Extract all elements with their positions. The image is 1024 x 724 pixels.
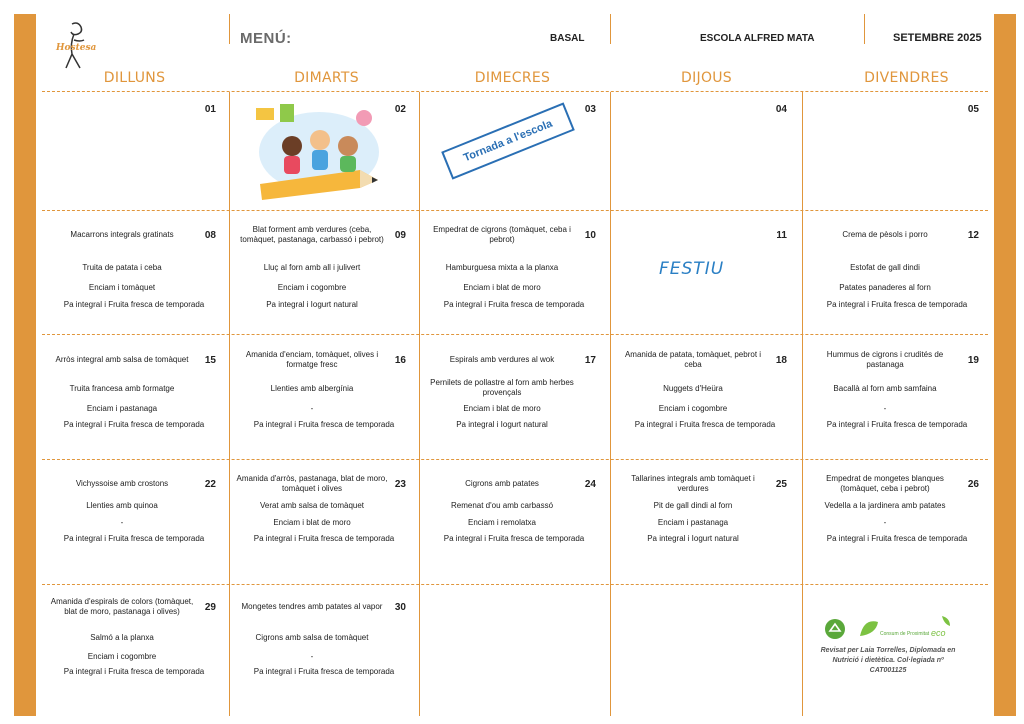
calendar-day-cell [805, 335, 989, 459]
day-number: 18 [775, 355, 787, 366]
day-number: 02 [394, 104, 406, 115]
first-course: Amanida de patata, tomàquet, pebrot i ceba [624, 350, 762, 369]
calendar-day-cell [42, 335, 226, 459]
recycling-logo [822, 618, 848, 640]
day-number: 10 [584, 230, 596, 241]
day-number: 24 [584, 479, 596, 490]
calendar-day-cell [613, 460, 797, 584]
first-course: Amanida d'enciam, tomàquet, olives i formatge fresc [245, 350, 379, 369]
first-course: Hummus de cigrons i crudités de pastanaga [826, 350, 944, 369]
dessert: Pa integral i Iogurt natural [266, 300, 358, 309]
proximity-logo [858, 616, 930, 640]
side-dish: Enciam i pastanaga [86, 404, 158, 413]
dessert: Pa integral i Fruita fresca de temporada [253, 667, 395, 676]
first-course: Espirals amb verdures al wok [449, 355, 555, 364]
holiday-label: FESTIU [659, 259, 725, 279]
second-course: Pit de gall dindi al forn [653, 501, 733, 510]
day-header-monday: DILLUNS [103, 70, 166, 86]
dessert: Pa integral i Fruita fresca de temporada [826, 420, 968, 429]
day-header-wednesday: DIMECRES [474, 70, 551, 86]
dessert: Pa integral i Fruita fresca de temporada [826, 300, 968, 309]
first-course: Empedrat de cigrons (tomàquet, ceba i pebrot) [433, 225, 571, 244]
day-number: 12 [967, 230, 979, 241]
calendar-day-cell [232, 460, 416, 584]
dessert: Pa integral i Fruita fresca de temporada [443, 300, 585, 309]
first-course: Arròs integral amb salsa de tomàquet [55, 355, 189, 364]
day-number: 05 [967, 104, 979, 115]
day-number: 08 [204, 230, 216, 241]
dessert: Pa integral i Fruita fresca de temporada [826, 534, 968, 543]
second-course: Hamburguesa mixta a la planxa [445, 263, 559, 272]
side-dish: Enciam i blat de moro [463, 404, 541, 413]
side-dish: - [883, 518, 887, 527]
second-course: Nuggets d'Heüra [663, 384, 723, 393]
calendar-day-cell [422, 92, 606, 210]
day-header-thursday: DIJOUS [681, 70, 732, 86]
first-course: Amanida d'arròs, pastanaga, blat de moro, tomàquet i olives [236, 474, 388, 493]
side-dish: Enciam i cogombre [87, 652, 157, 661]
second-course: Bacallà al forn amb samfaina [833, 384, 937, 393]
side-dish: - [310, 652, 314, 661]
dessert: Pa integral i Fruita fresca de temporada [63, 667, 205, 676]
second-course: Cigrons amb salsa de tomàquet [255, 633, 369, 642]
second-course: Truita francesa amb formatge [69, 384, 175, 393]
calendar-day-cell [232, 211, 416, 334]
dessert: Pa integral i Iogurt natural [647, 534, 739, 543]
calendar-day-cell [232, 335, 416, 459]
eco-logo-text: eco [931, 628, 946, 638]
first-course: Blat forment amb verdures (ceba, tomàquet, pastanaga, carbassó i pebrot) [240, 225, 384, 244]
day-number: 01 [204, 104, 216, 115]
diet-type: BASAL [550, 33, 585, 44]
first-course: Vichyssoise amb crostons [75, 479, 169, 488]
day-number: 19 [967, 355, 979, 366]
calendar-day-cell [422, 335, 606, 459]
nutritionist-note: Revisat per Laia Torrelles, Diplomada en Nutrició i dietètica. Col·legiada nº CAT001125 [820, 647, 956, 674]
day-number: 25 [775, 479, 787, 490]
side-dish: Enciam i cogombre [277, 283, 347, 292]
second-course: Remenat d'ou amb carbassó [450, 501, 554, 510]
eco-logo [928, 614, 954, 640]
first-course: Cigrons amb patates [465, 479, 539, 488]
day-number: 29 [204, 602, 216, 613]
second-course: Vedella a la jardinera amb patates [824, 501, 946, 510]
calendar-day-cell [613, 92, 797, 210]
header-divider [229, 14, 230, 44]
day-number: 23 [394, 479, 406, 490]
day-number: 26 [967, 479, 979, 490]
second-course: Estofat de gall dindi [850, 263, 920, 272]
header-divider [610, 14, 611, 44]
second-course: Verat amb salsa de tomàquet [259, 501, 365, 510]
calendar-day-cell [613, 211, 797, 334]
column-divider [419, 92, 420, 716]
dessert: Pa integral i Fruita fresca de temporada [63, 420, 205, 429]
second-course: Truita de patata i ceba [82, 263, 162, 272]
calendar-day-cell [805, 460, 989, 584]
column-divider [229, 92, 230, 716]
day-number: 03 [584, 104, 596, 115]
calendar-day-cell [613, 335, 797, 459]
side-dish: Enciam i cogombre [658, 404, 728, 413]
day-number: 11 [776, 230, 787, 241]
first-course: Crema de pèsols i porro [842, 230, 928, 239]
second-course: Salmó a la planxa [90, 633, 154, 642]
calendar-day-cell [42, 211, 226, 334]
side-dish: - [310, 404, 314, 413]
first-course: Mongetes tendres amb patates al vapor [241, 602, 383, 611]
day-number: 22 [204, 479, 216, 490]
menu-title: MENÚ: [240, 30, 292, 47]
day-number: 16 [394, 355, 406, 366]
proximity-logo-text: Consum de Proximitat [880, 631, 930, 637]
calendar-day-cell [232, 585, 416, 716]
calendar-day-cell [422, 211, 606, 334]
day-number: 15 [204, 355, 216, 366]
month-label: SETEMBRE 2025 [893, 32, 982, 44]
day-number: 17 [584, 355, 596, 366]
second-course: Llenties amb quinoa [86, 501, 158, 510]
day-header-tuesday: DIMARTS [294, 70, 359, 86]
dessert: Pa integral i Fruita fresca de temporada [634, 420, 776, 429]
back-to-school-stamp: Tornada a l'escola [441, 102, 575, 179]
side-dish: - [883, 404, 887, 413]
first-course: Amanida d'espirals de colors (tomàquet, blat de moro, pastanaga i olives) [50, 597, 194, 616]
day-header-friday: DIVENDRES [864, 70, 949, 86]
side-dish: Enciam i pastanaga [657, 518, 729, 527]
column-divider [802, 92, 803, 716]
calendar-day-cell [42, 92, 226, 210]
right-accent-bar [994, 14, 1016, 716]
first-course: Macarrons integrals gratinats [70, 230, 174, 239]
dessert: Pa integral i Fruita fresca de temporada [253, 534, 395, 543]
calendar-day-cell [422, 460, 606, 584]
left-accent-bar [14, 14, 36, 716]
kids-on-pencil-illustration [252, 100, 386, 204]
side-dish: Enciam i blat de moro [463, 283, 541, 292]
calendar-day-cell [42, 585, 226, 716]
day-number: 30 [394, 602, 406, 613]
second-course: Llenties amb albergínia [270, 384, 354, 393]
side-dish: - [120, 518, 124, 527]
side-dish: Enciam i remolatxa [467, 518, 537, 527]
calendar-day-cell [232, 92, 416, 210]
header-divider [864, 14, 865, 44]
side-dish: Enciam i tomàquet [88, 283, 156, 292]
side-dish: Patates panaderes al forn [839, 283, 931, 292]
second-course: Pernilets de pollastre al forn amb herbes provençals [430, 378, 574, 397]
dessert: Pa integral i Iogurt natural [456, 420, 548, 429]
column-divider [610, 92, 611, 716]
calendar-day-cell [805, 92, 989, 210]
calendar-day-cell [42, 460, 226, 584]
dessert: Pa integral i Fruita fresca de temporada [63, 300, 205, 309]
first-course: Tallarines integrals amb tomàquet i verdures [631, 474, 755, 493]
dessert: Pa integral i Fruita fresca de temporada [63, 534, 205, 543]
first-course: Empedrat de mongetes blanques (tomàquet, ceba i pebrot) [826, 474, 944, 493]
day-number: 09 [394, 230, 406, 241]
day-number: 04 [775, 104, 787, 115]
calendar-day-cell [805, 211, 989, 334]
dessert: Pa integral i Fruita fresca de temporada [443, 534, 585, 543]
second-course: Lluç al forn amb all i julivert [263, 263, 361, 272]
school-name: ESCOLA ALFRED MATA [700, 33, 815, 44]
logo-wordmark: Hostesa [56, 43, 97, 53]
dessert: Pa integral i Fruita fresca de temporada [253, 420, 395, 429]
side-dish: Enciam i blat de moro [273, 518, 351, 527]
